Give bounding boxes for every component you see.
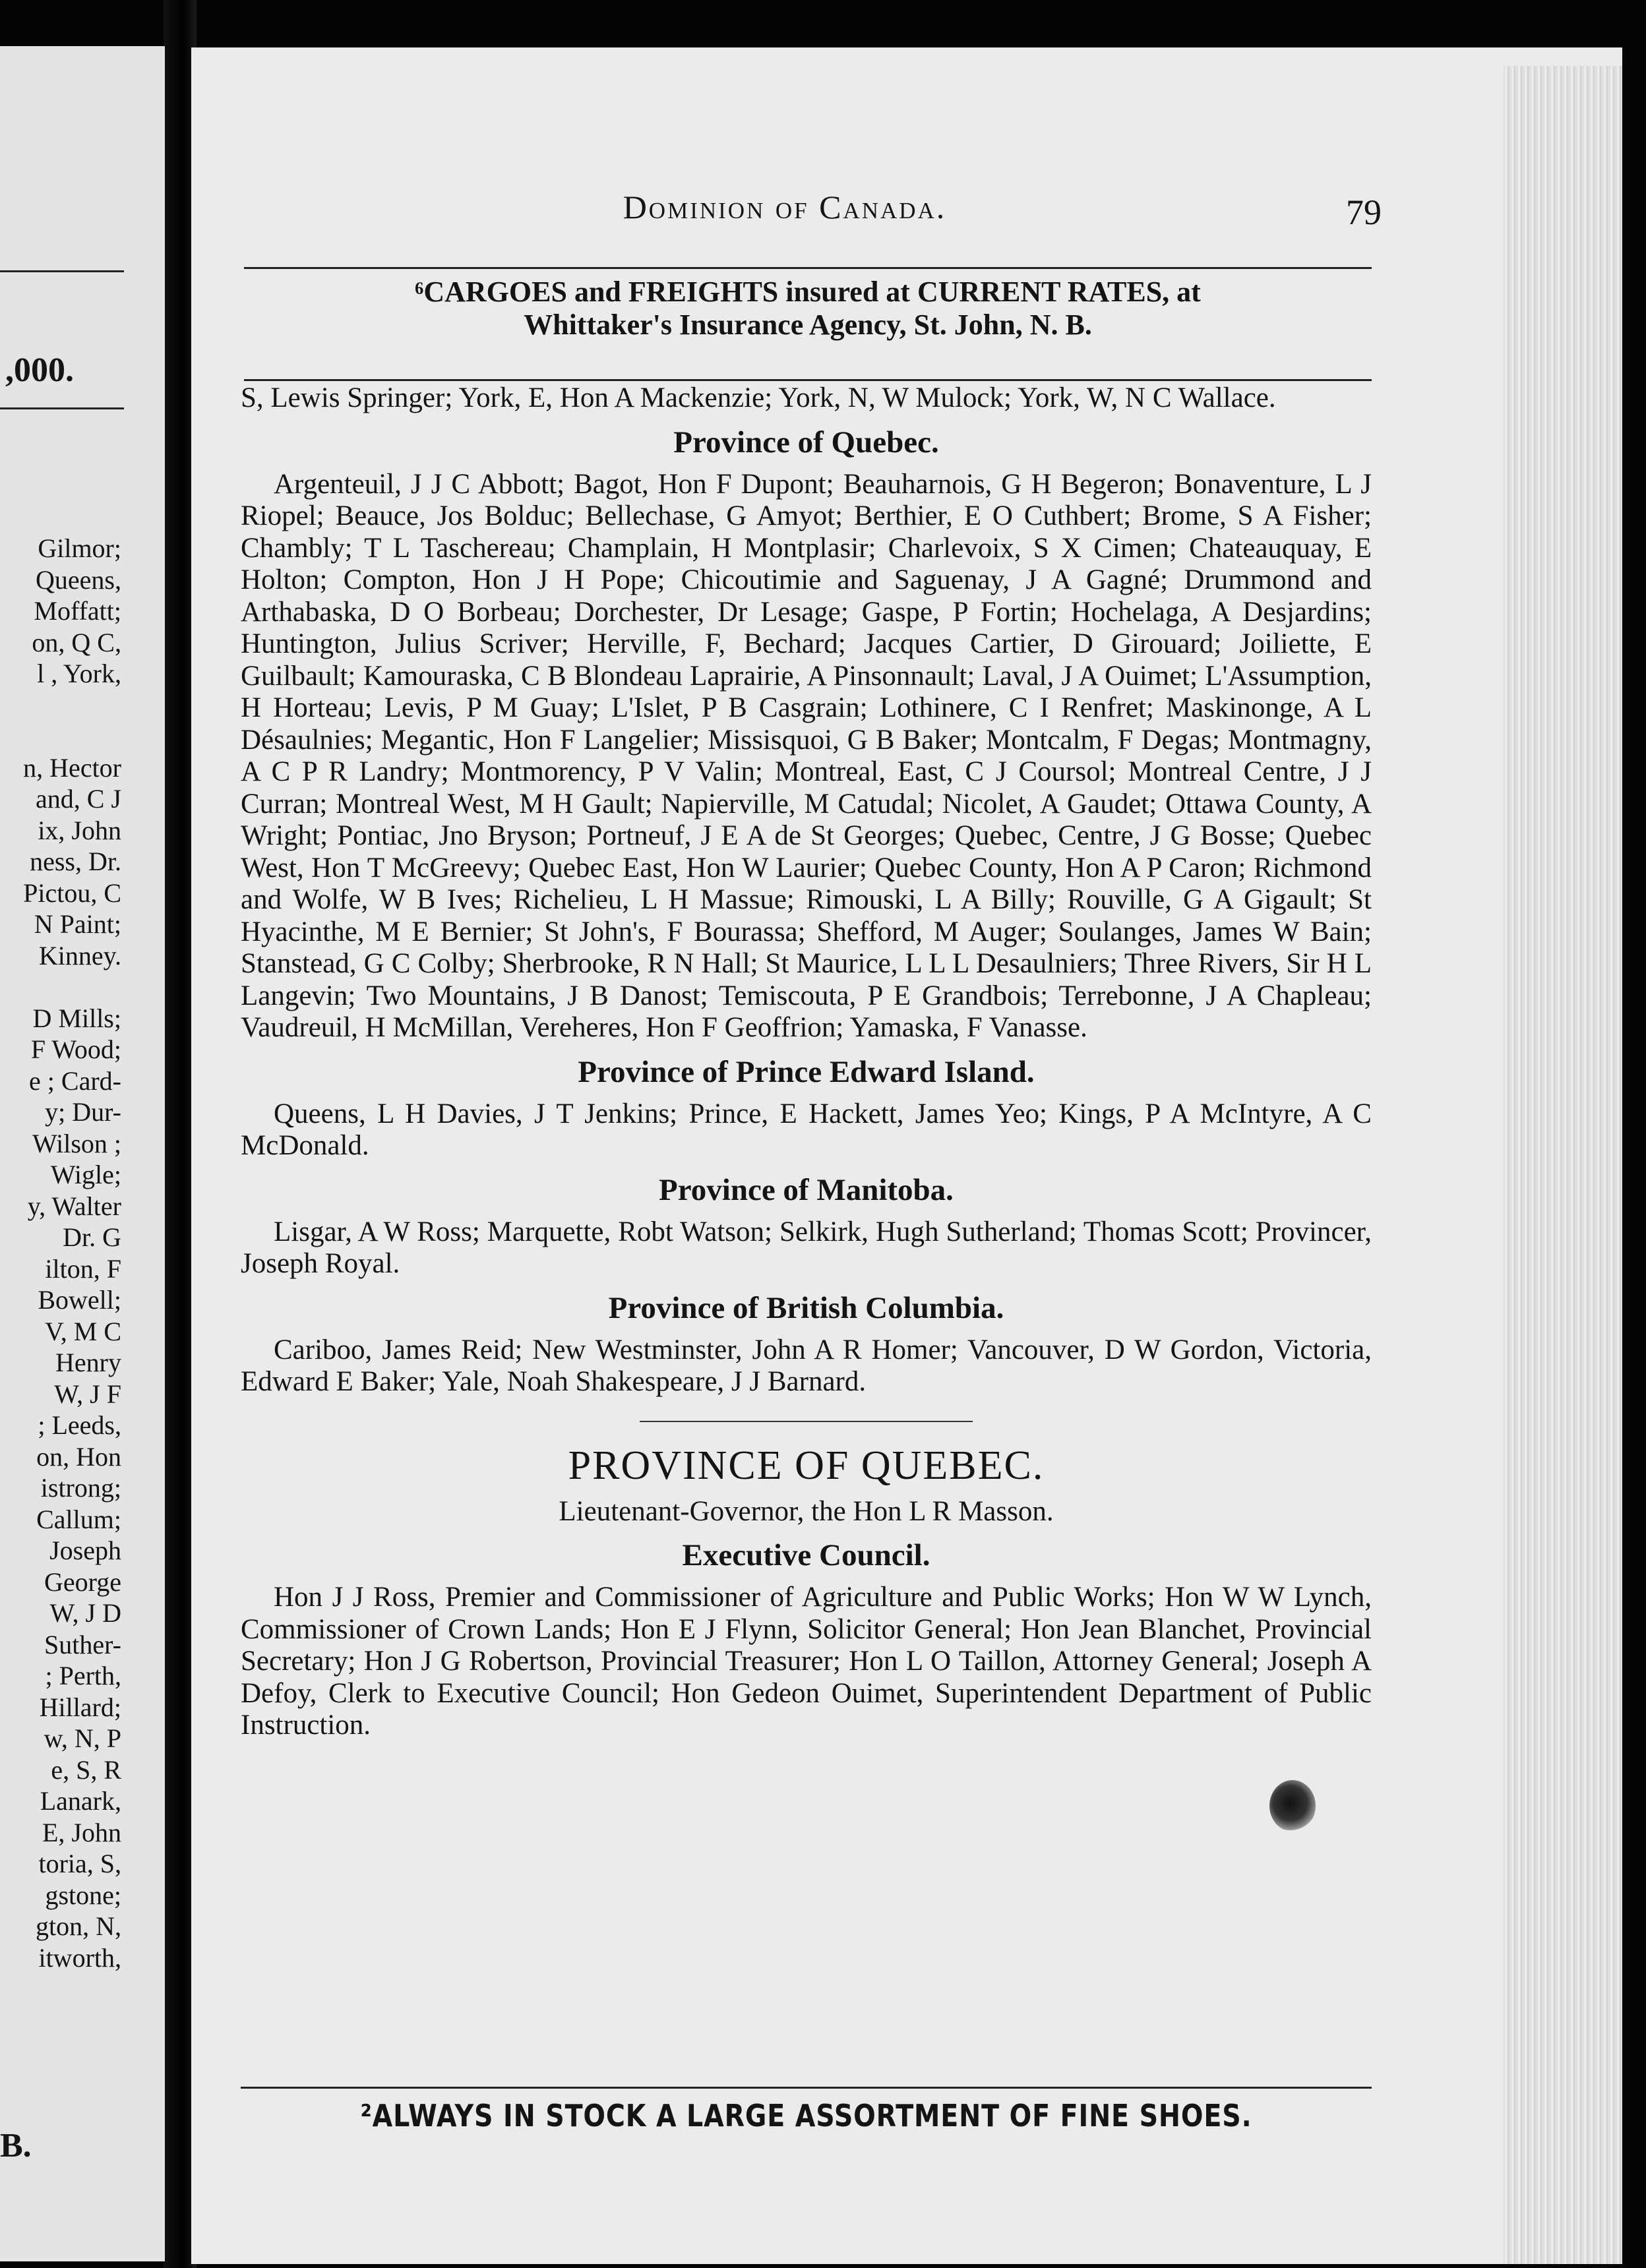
- left-page-line: itworth,: [38, 1942, 121, 1973]
- left-page-line: Queens,: [36, 564, 121, 595]
- running-title: Dominion of Canada.: [623, 189, 947, 225]
- lieutenant-governor-line: Lieutenant-Governor, the Hon L R Masson.: [559, 1495, 1054, 1527]
- left-page-line: George: [44, 1567, 121, 1597]
- left-page-line: Moffatt;: [34, 596, 121, 626]
- left-page-line: F Wood;: [30, 1034, 121, 1064]
- advertisement-top-line-2: Whittaker's Insurance Agency, St. John, N. B.: [524, 309, 1092, 341]
- manitoba-members-list: Lisgar, A W Ross; Marquette, Robt Watson; Selkirk, Hugh Sutherland; Thomas Scott; Provincer, Joseph Royal.: [241, 1216, 1372, 1279]
- british-columbia-members-list: Cariboo, James Reid; New Westminster, John A R Homer; Vancouver, D W Gordon, Victoria, Edward E Baker; Yale, Noah Shakespeare, J J Barnard.: [241, 1334, 1372, 1397]
- left-page-line: V, M C: [45, 1316, 121, 1346]
- left-page-line: y; Dur-: [45, 1097, 121, 1127]
- section-separator: [640, 1421, 973, 1422]
- heading-province-of-quebec: Province of Quebec.: [673, 425, 939, 460]
- left-page-line: Pictou, C: [23, 878, 121, 908]
- page-number: 79: [1346, 193, 1382, 232]
- executive-council-list: Hon J J Ross, Premier and Commissioner of Agriculture and Public Works; Hon W W Lynch, Commissioner of Crown Lands; Hon E J Flynn, Solicitor General; Hon Jean Blanchet, Provincial Secretary; Hon J G Robertson, Provincial Treasurer; Hon L O Taillon, Attorney General; Joseph A Defoy, Clerk to Executive Council; Hon Gedeon Ouimet, Superintendent Department of Public Instruction.: [241, 1582, 1372, 1741]
- ontario-continuation: S, Lewis Springer; York, E, Hon A Mackenzie; York, N, W Mulock; York, W, N C Wallace.: [241, 382, 1276, 413]
- left-page-line: w, N, P: [44, 1723, 121, 1753]
- left-page-heading: ,000.: [5, 351, 74, 389]
- left-page-line: D Mills;: [32, 1003, 121, 1033]
- left-page-line: Gilmor;: [38, 533, 121, 563]
- heading-province-of-manitoba: Province of Manitoba.: [659, 1172, 954, 1207]
- left-page-fragment: [0, 46, 165, 2261]
- left-page-line: gstone;: [45, 1880, 121, 1910]
- heading-province-of-british-columbia: Province of British Columbia.: [608, 1290, 1004, 1325]
- left-page-rule-top: [0, 270, 124, 272]
- heading-executive-council: Executive Council.: [682, 1538, 930, 1572]
- left-page-line: Henry: [55, 1348, 121, 1377]
- left-page-line: W, J F: [54, 1379, 121, 1409]
- pei-members-list: Queens, L H Davies, J T Jenkins; Prince, E Hackett, James Yeo; Kings, P A McIntyre, A C McDonald.: [241, 1098, 1372, 1161]
- left-page-line: Wilson ;: [32, 1128, 121, 1158]
- rule-below-advertisement: [244, 379, 1372, 381]
- left-page-line: ix, John: [38, 815, 121, 845]
- left-page-line: y, Walter: [27, 1191, 121, 1221]
- running-head: [228, 188, 1382, 234]
- left-page-line: toria, S,: [38, 1849, 121, 1878]
- left-page-rule-bottom: [0, 407, 124, 409]
- left-page-line: N Paint;: [34, 909, 121, 939]
- left-page-line: Suther-: [44, 1629, 121, 1659]
- left-page-line: Callum;: [36, 1504, 121, 1534]
- left-page-line: Dr. G: [63, 1222, 121, 1252]
- left-page-line: l , York,: [37, 659, 121, 688]
- left-page-line: gton, N,: [36, 1911, 121, 1941]
- advertisement-top: [244, 276, 1372, 342]
- left-page-line: Wigle;: [50, 1160, 121, 1189]
- advertisement-bottom: ²ALWAYS IN STOCK A LARGE ASSORTMENT OF FINE SHOES.: [360, 2098, 1252, 2134]
- left-page-line: [0, 721, 121, 752]
- heading-province-of-prince-edward-island: Province of Prince Edward Island.: [578, 1054, 1035, 1089]
- rule-above-bottom-advertisement: [241, 2087, 1372, 2089]
- left-page-line: Kinney.: [38, 940, 121, 970]
- left-page-line: [0, 690, 121, 721]
- left-page-line: ness, Dr.: [30, 847, 121, 876]
- left-page-line: istrong;: [40, 1473, 121, 1503]
- left-page-line: and, C J: [36, 784, 121, 814]
- left-page-line: E, John: [42, 1817, 121, 1847]
- left-page-lines: [0, 533, 121, 1973]
- left-page-line: ; Perth,: [45, 1661, 121, 1690]
- left-page-line: Joseph: [49, 1536, 121, 1565]
- body-text: [241, 382, 1372, 1742]
- left-page-line: ; Leeds,: [38, 1410, 121, 1440]
- heading-quebec-provincial: PROVINCE OF QUEBEC.: [568, 1443, 1045, 1488]
- left-page-line: Bowell;: [38, 1285, 121, 1315]
- left-page-line: e, S, R: [51, 1754, 121, 1785]
- left-page-line: ilton, F: [45, 1253, 121, 1284]
- left-page-line: [0, 971, 121, 1003]
- quebec-members-list: Argenteuil, J J C Abbott; Bagot, Hon F Dupont; Beauharnois, G H Begeron; Bonaventure, L J Riopel; Beauce, Jos Bolduc; Bellechase, G Amyot; Berthier, E O Cuthbert; Brome, S A Fisher; Chambly; T L Taschereau; Champlain, H Montplasir; Charlevoix, S X Cimen; Chateauquay, E Holton; Compton, Hon J H Pope; Chicoutimie and Saguenay, J A Gagné; Drummond and Arthabaska, D O Borbeau; Dorchester, Dr Lesage; Gaspe, P Fortin; Hochelaga, A Desjardins; Huntington, Julius Scriver; Herville, F, Bechard; Jacques Cartier, D Girouard; Joiliette, E Guilbault; Kamouraska, C B Blondeau Laprairie, A Pinsonnault; Laval, J A Ouimet; L'Assumption, H Horteau; Levis, P M Guay; L'Islet, P B Casgrain; Lothinere, C I Renfret; Maskinonge, A L Désaulnies; Megantic, Hon F Langelier; Missisquoi, G B Baker; Montcalm, F Degas; Montmagny, A C P R Landry; Montmorency, P V Valin; Montreal, East, C J Coursol; Montreal Centre, J J Curran; Montreal West, M H Gault; Napierville, M Catudal; Nicolet, A Gaudet; Ottawa County, A Wright; Pontiac, Jno Bryson; Portneuf, J E A de St Georges; Quebec, Centre, J G Bosse; Quebec West, Hon T McGreevy; Quebec East, Hon W Laurier; Quebec County, Hon A P Caron; Richmond and Wolfe, W B Ives; Richelieu, L H Massue; Rimouski, L A Billy; Rouville, G A Gigault; St Hyacinthe, M E Bernier; St John's, F Bourassa; Shefford, M Auger; Soulanges, James W Bain; Stanstead, G C Colby; Sherbrooke, R N Hall; St Maurice, L L L Desaulniers; Three Rivers, Sir H L Langevin; Two Mountains, J B Danost; Temiscouta, P E Grandbois; Terrebonne, J A Chapleau; Vaudreuil, H McMillan, Vereheres, Hon F Geoffrion; Yamaska, F Vanasse.: [241, 468, 1372, 1043]
- advertisement-top-line-1: ⁶CARGOES and FREIGHTS insured at CURRENT RATES, at: [415, 276, 1201, 308]
- left-page-line: e ; Card-: [29, 1065, 121, 1096]
- left-page-line: on, Hon: [36, 1441, 121, 1472]
- left-page-line: n, Hector: [23, 752, 121, 783]
- left-page-line: Lanark,: [40, 1786, 121, 1816]
- left-page-line: on, Q C,: [32, 627, 121, 657]
- left-page-line: W, J D: [49, 1598, 121, 1628]
- left-page-line: Hillard;: [39, 1692, 121, 1722]
- page-edge-stack: [1504, 66, 1622, 2264]
- rule-above-advertisement: [244, 267, 1372, 269]
- left-page-footer: B.: [0, 2127, 32, 2164]
- ink-blot: [1269, 1780, 1316, 1832]
